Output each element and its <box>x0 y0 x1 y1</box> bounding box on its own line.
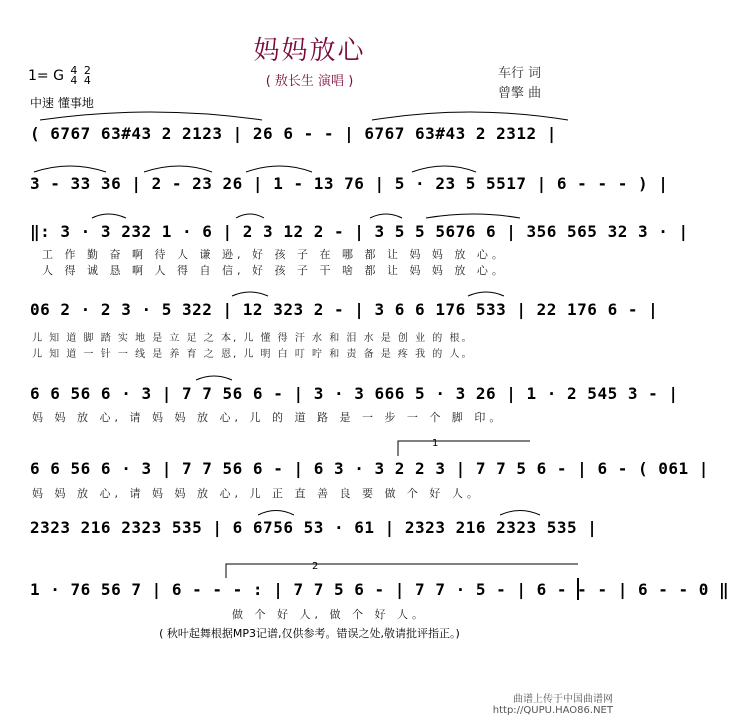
tempo-marking: 中速 懂事地 <box>30 96 94 110</box>
lyric-line-3-verse-2: 人 得 诚 恳 啊 人 得 自 信, 好 孩 子 干 啥 都 让 妈 妈 放 心。 <box>42 264 507 277</box>
slur-mark <box>500 511 540 516</box>
volta-first-label: 1 <box>432 438 439 449</box>
volta-second-bracket <box>226 564 578 578</box>
staff-line-5: 6 6 56 6 · 3 | 7 7 56 6 - | 3 · 3 666 5 · 3 26 | 1 · 2 545 3 - | <box>30 384 679 403</box>
time-signature-2: 2 4 <box>83 64 91 87</box>
slur-mark <box>196 376 232 380</box>
slur-mark <box>40 112 262 120</box>
lyric-line-4-verse-1: 儿 知 道 脚 踏 实 地 是 立 足 之 本, 儿 懂 得 汗 水 和 泪 水 是 创 业 的 根。 <box>32 333 474 344</box>
staff-line-8: 1 · 76 56 7 | 6 - - - : | 7 7 5 6 - | 7 7 · 5 - | 6 - - - | 6 - - 0 ‖ <box>30 580 729 599</box>
slur-mark <box>236 214 264 218</box>
footer-url[interactable]: http://QUPU.HAO86.NET <box>492 705 613 716</box>
slur-mark <box>426 214 520 218</box>
slur-mark <box>92 214 126 218</box>
slur-mark <box>370 214 402 218</box>
lyric-line-6: 妈 妈 放 心, 请 妈 妈 放 心, 儿 正 直 善 良 要 做 个 好 人。 <box>32 487 482 500</box>
slur-mark <box>246 166 312 172</box>
slur-mark <box>468 292 504 296</box>
slur-mark <box>258 511 294 516</box>
volta-bracket-group <box>226 441 578 578</box>
footer-title: 曲谱上传于中国曲谱网 <box>513 694 613 705</box>
page-title: 妈妈放心 <box>253 36 366 66</box>
singer-credit: ( 敖长生 演唱 ) <box>265 74 354 89</box>
staff-line-1: ( 6767 63#43 2 2123 | 26 6 - - | 6767 63#43 2 2312 | <box>30 124 557 143</box>
staff-line-4: 06 2 · 2 3 · 5 322 | 12 323 2 - | 3 6 6 176 533 | 22 176 6 - | <box>30 300 659 319</box>
staff-line-7: 2323 216 2323 535 | 6 6756 53 · 61 | 2323 216 2323 535 | <box>30 518 598 537</box>
lyric-line-3-verse-1: 工 作 勤 奋 啊 待 人 谦 逊, 好 孩 子 在 哪 都 让 妈 妈 放 心。 <box>42 248 507 261</box>
slur-group <box>34 112 568 515</box>
staff-line-6: 6 6 56 6 · 3 | 7 7 56 6 - | 6 3 · 3 2 2 3 | 7 7 5 6 - | 6 - ( 061 | <box>30 459 709 478</box>
lyric-line-8: 做 个 好 人, 做 个 好 人。 <box>232 608 427 621</box>
key-label: 1= G <box>28 68 64 84</box>
time-signature-1: 4 4 <box>70 64 78 87</box>
composer-credit: 曾擎 曲 <box>498 86 542 101</box>
slur-mark <box>34 166 106 172</box>
lyric-line-5: 妈 妈 放 心, 请 妈 妈 放 心, 儿 的 道 路 是 一 步 一 个 脚 印。 <box>32 411 505 424</box>
slur-mark <box>372 112 568 120</box>
transcription-note: ( 秋叶起舞根据MP3记谱,仅供参考。错误之处,敬请批评指正。) <box>159 627 460 640</box>
staff-line-3: ‖: 3 · 3 232 1 · 6 | 2 3 12 2 - | 3 5 5 5676 6 | 356 565 32 3 · | <box>30 222 689 241</box>
site-footer <box>493 690 613 716</box>
lyric-line-4-verse-2: 儿 知 道 一 针 一 线 是 养 育 之 恩, 儿 明 白 叮 咛 和 责 备 是 疼 我 的 人。 <box>32 349 474 360</box>
slur-mark <box>144 166 212 172</box>
slur-mark <box>232 292 268 296</box>
lyricist-credit: 车行 词 <box>498 66 542 81</box>
volta-first-bracket <box>398 441 530 456</box>
volta-second-label: 2 <box>312 561 319 572</box>
staff-line-2: 3 - 33 36 | 2 - 23 26 | 1 - 13 76 | 5 · 23 5 5517 | 6 - - - ) | <box>30 174 669 193</box>
slur-mark <box>412 166 476 172</box>
